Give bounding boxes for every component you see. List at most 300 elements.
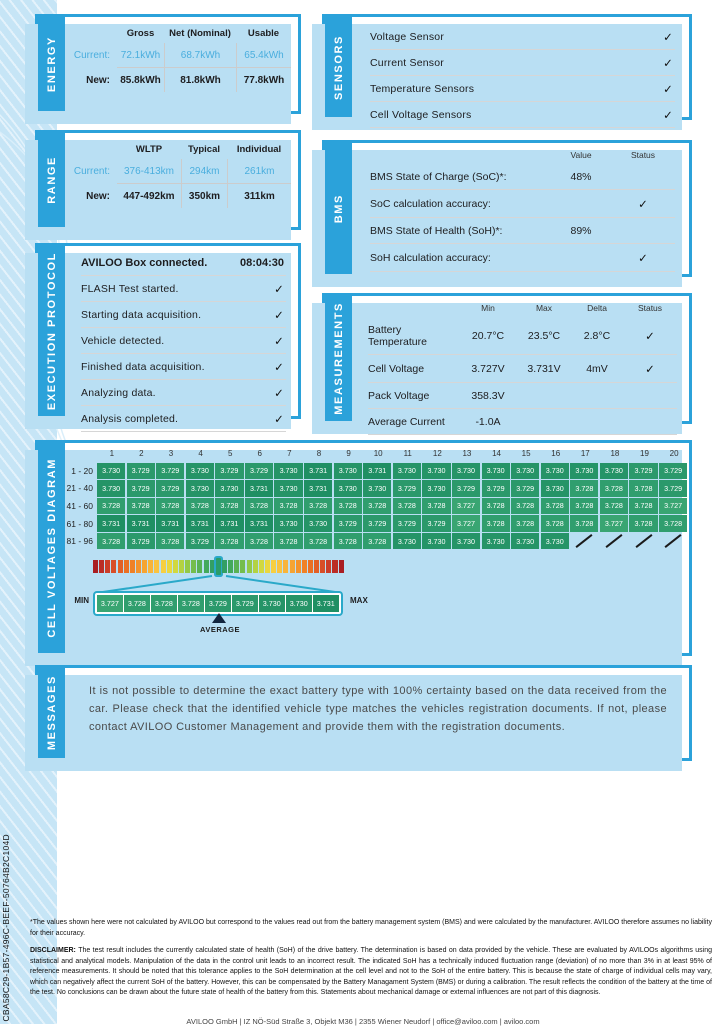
energy-section-label-bar: [38, 17, 65, 111]
voltage-cell: 3.728: [629, 498, 657, 514]
measurement-name: Battery Temperature: [368, 324, 427, 348]
execution-header-text: AVILOO Box connected.: [81, 257, 208, 269]
voltage-cell: 3.728: [215, 533, 243, 549]
measurements-title: MEASUREMENTS: [332, 302, 345, 415]
scale-segment: [253, 560, 258, 573]
scale-segment: [179, 560, 184, 573]
measurement-row: [368, 409, 677, 435]
scale-segment: [118, 560, 123, 573]
scale-segment: [124, 560, 129, 573]
sensor-row: [370, 24, 675, 50]
cell-column-number: 13: [462, 449, 472, 458]
scale-segment: [197, 560, 202, 573]
execution-protocol-title: EXECUTION PROTOCOL: [45, 251, 58, 411]
measurement-min: 3.727V: [471, 363, 505, 375]
legend-voltage-cell: 3.729: [232, 595, 258, 612]
range-section-label-bar: [38, 133, 65, 227]
scale-segment: [265, 560, 270, 573]
measurement-max: 3.731V: [527, 363, 561, 375]
legend-voltage-cell: 3.731: [313, 595, 339, 612]
bms-section-label-bar: [325, 143, 352, 274]
voltage-cell: 3.730: [600, 463, 628, 479]
cell-column-number: 3: [168, 449, 174, 458]
voltage-cell: 3.730: [97, 480, 125, 496]
value-cell: 376-413km: [123, 166, 175, 177]
measurement-name: Cell Voltage: [368, 363, 425, 375]
voltage-cell: 3.731: [215, 515, 243, 531]
cell-column-number: 4: [198, 449, 203, 458]
check-icon: ✓: [663, 110, 673, 122]
scale-segment: [216, 558, 221, 575]
bms-table-header: [370, 147, 675, 164]
range-section: [35, 130, 301, 230]
voltage-cell: 3.731: [245, 515, 273, 531]
measurement-max: 23.5°C: [527, 330, 561, 342]
sensor-name: Cell Voltage Sensors: [370, 109, 472, 121]
voltage-cell: 3.728: [541, 498, 569, 514]
voltage-cell: 3.730: [393, 533, 421, 549]
voltage-cell: 3.729: [215, 463, 243, 479]
execution-step-name: Finished data acquisition.: [81, 361, 205, 373]
voltage-cell: 3.729: [659, 480, 687, 496]
scale-segment: [111, 560, 116, 573]
header-cells: [117, 141, 291, 159]
voltage-cell: 3.730: [334, 463, 362, 479]
voltage-cell: 3.728: [393, 498, 421, 514]
voltage-cell: 3.731: [97, 515, 125, 531]
empty-cell: [629, 533, 657, 549]
voltage-cell: 3.728: [97, 533, 125, 549]
energy-section: [35, 14, 301, 114]
execution-step-row: [81, 354, 286, 380]
voltage-cell: 3.730: [452, 533, 480, 549]
voltage-cell: 3.728: [274, 533, 302, 549]
scale-segment: [93, 560, 98, 573]
cell-grid-row: [65, 480, 689, 498]
voltage-cell: 3.729: [245, 463, 273, 479]
cell-grid-row: [65, 462, 689, 480]
measurements-table-header: [368, 300, 677, 317]
scale-segment: [247, 560, 252, 573]
voltage-cell: 3.730: [422, 480, 450, 496]
check-icon: ✓: [663, 58, 673, 70]
cell-grid-row: [65, 532, 689, 550]
cell-column-number: 16: [551, 449, 561, 458]
sensor-name: Current Sensor: [370, 57, 444, 69]
voltage-cell: 3.730: [363, 480, 391, 496]
cell-row-label: 81 - 96: [66, 536, 93, 547]
column-header: Usable: [247, 28, 280, 39]
table-row: [65, 184, 292, 208]
execution-protocol-section: [35, 243, 301, 426]
voltage-cell: 3.729: [363, 515, 391, 531]
voltage-cell: 3.727: [452, 498, 480, 514]
execution-header-time: 08:04:30: [239, 257, 284, 269]
row-label: Current:: [73, 166, 110, 177]
measurements-section: [322, 293, 692, 428]
table-row: [65, 159, 292, 184]
measurements-column-status: Status: [637, 303, 663, 313]
messages-title: MESSAGES: [45, 675, 58, 751]
voltage-cell: 3.728: [304, 533, 332, 549]
cell-row-label: 21 - 40: [66, 483, 93, 494]
voltage-cell: 3.728: [482, 515, 510, 531]
execution-header-row: [81, 251, 286, 276]
check-icon: ✓: [274, 284, 284, 296]
cell-column-number: 12: [432, 449, 442, 458]
cell-column-number: 14: [492, 449, 501, 458]
bms-row: [370, 190, 675, 218]
voltage-cell: 3.730: [452, 463, 480, 479]
voltage-cell: 3.728: [363, 498, 391, 514]
scale-segment: [302, 560, 307, 573]
legend-voltage-cell: 3.728: [151, 595, 177, 612]
execution-step-row: [81, 276, 286, 302]
disclaimer-paragraph: [30, 946, 712, 999]
bms-row: [370, 218, 675, 244]
voltage-cell: 3.728: [629, 480, 657, 496]
cell-column-number: 6: [257, 449, 262, 458]
scale-segment: [154, 560, 159, 573]
voltage-cell: 3.729: [629, 463, 657, 479]
cell-column-number: 15: [521, 449, 531, 458]
voltage-cell: 3.730: [186, 480, 214, 496]
legend-voltage-cell: 3.730: [259, 595, 285, 612]
scale-segment: [210, 560, 215, 573]
measurements-table: [352, 296, 689, 428]
cell-column-number: 20: [669, 449, 679, 458]
check-icon: ✓: [638, 253, 648, 265]
voltage-cell: 3.730: [541, 463, 569, 479]
cell-column-number: 8: [316, 449, 322, 458]
cell-row-label: 1 - 20: [71, 465, 93, 476]
scale-segment: [259, 560, 264, 573]
voltage-cell: 3.730: [541, 480, 569, 496]
scale-segment: [339, 560, 344, 573]
voltage-cell: 3.731: [245, 480, 273, 496]
sensors-section-label-bar: [325, 17, 352, 117]
voltage-cell: 3.728: [186, 498, 214, 514]
slash-icon: [605, 534, 622, 548]
cell-column-number: 5: [227, 449, 233, 458]
bms-table: [352, 143, 689, 274]
legend-voltage-cell: 3.729: [205, 595, 231, 612]
voltage-cell: 3.730: [274, 480, 302, 496]
voltage-cell: 3.730: [274, 515, 302, 531]
voltage-cell: 3.728: [215, 498, 243, 514]
sensor-name: Voltage Sensor: [370, 31, 445, 43]
disclaimer-text: The test result includes the currently calculated state of health (SoH) of the drive battery. The determination is based on data provided by the vehicle. These are evaluated by AVILOOs algorithms using statistical and analytical models. Manipulation of the data in the control unit leads to an incorrect result. The indicated SoH has a technically induced fluctuation range (deviation) of no more than 3% in at least 95% of reference measurements. It should be noted that this tolerance applies to the SoH determination at the cell level and not to the SoH of the entire battery. This is because the state of charge of individual cells may vary, which can negatively affect the current SoH of the battery. However, this can be compensated by the Battery Managament System (BMS) or during a calibration. The result reflects the condition of the battery at the time of the test. No conclusions can be drawn about the future state of health of the battery from this. Statements about mechanical damage or external influences are not part of this diagnosis.: [30, 947, 712, 996]
cell-voltages-content: [65, 443, 689, 653]
table-header-row: [65, 25, 292, 43]
legend-voltage-cell: 3.730: [286, 595, 312, 612]
cell-voltage-grid: [65, 462, 689, 550]
execution-step-name: Analysis completed.: [81, 413, 179, 425]
sensors-section: [322, 14, 692, 120]
row-label: Current:: [73, 50, 110, 61]
voltage-cell: 3.728: [334, 533, 362, 549]
voltage-cell: 3.728: [245, 498, 273, 514]
legend-voltage-cell: 3.728: [178, 595, 204, 612]
legend-min-label: MIN: [74, 596, 89, 605]
messages-text: It is not possible to determine the exact battery type with 100% certainty based on the data received from the car. Please check that the identified vehicle type matches the vehicles registration documents. If not, please contact AVILOO Customer Management and provide them with the registration documents.: [89, 685, 667, 733]
measurements-column-max: Max: [535, 303, 553, 313]
execution-protocol-list: [65, 246, 298, 426]
voltage-cell: 3.728: [511, 515, 539, 531]
scale-segment: [148, 560, 153, 573]
voltage-cell: 3.730: [511, 463, 539, 479]
voltage-cell: 3.730: [393, 463, 421, 479]
execution-step-row: [81, 406, 286, 432]
voltage-cell: 3.730: [482, 533, 510, 549]
voltage-cell: 3.730: [97, 463, 125, 479]
cell-column-headers: [97, 449, 689, 458]
scale-segment: [290, 560, 295, 573]
cell-column-number: 9: [346, 449, 351, 458]
voltage-cell: 3.728: [127, 498, 155, 514]
messages-label-bar: [38, 668, 65, 758]
sensors-checklist: [352, 17, 689, 122]
voltage-cell: 3.730: [304, 515, 332, 531]
voltage-cell: 3.728: [304, 498, 332, 514]
voltage-cell: 3.731: [363, 463, 391, 479]
measurement-name: Average Current: [368, 416, 445, 428]
voltage-cell: 3.730: [422, 463, 450, 479]
check-icon: ✓: [274, 362, 284, 374]
cell-column-number: 7: [287, 449, 292, 458]
row-values: [117, 68, 291, 92]
scale-segment: [167, 560, 172, 573]
measurements-column-min: Min: [481, 303, 495, 313]
cell-row-label: 41 - 60: [66, 500, 93, 511]
column-header: Typical: [187, 144, 221, 155]
bms-row-name: SoC calculation accuracy:: [370, 198, 491, 210]
voltage-cell: 3.731: [304, 463, 332, 479]
bms-row: [370, 164, 675, 190]
empty-cell: [600, 533, 628, 549]
cell-grid-row: [65, 515, 689, 533]
voltage-cell: 3.727: [600, 515, 628, 531]
measurement-min: 358.3V: [471, 390, 505, 402]
voltage-cell: 3.728: [570, 515, 598, 531]
column-header: WLTP: [135, 144, 163, 155]
cell-column-number: 1: [109, 449, 115, 458]
value-cell: 85.8kWh: [120, 75, 161, 86]
sensor-row: [370, 102, 675, 128]
scale-segment: [234, 560, 239, 573]
voltage-cell: 3.728: [245, 533, 273, 549]
column-header: Gross: [126, 28, 155, 39]
voltage-cell: 3.728: [334, 498, 362, 514]
voltage-cell: 3.730: [541, 533, 569, 549]
value-cell: 77.8kWh: [236, 68, 291, 92]
legend-max-label: MAX: [350, 596, 368, 605]
row-values: [117, 159, 291, 184]
value-cell: 72.1kWh: [120, 50, 161, 61]
voltage-cell: 3.728: [600, 498, 628, 514]
messages-section: [35, 665, 692, 761]
voltage-cell: 3.729: [393, 480, 421, 496]
measurement-min: -1.0A: [475, 416, 501, 428]
voltage-cell: 3.730: [422, 533, 450, 549]
bms-column-status: Status: [630, 150, 656, 160]
voltage-cell: 3.728: [511, 498, 539, 514]
voltage-cell: 3.730: [334, 480, 362, 496]
voltage-cell: 3.728: [482, 498, 510, 514]
voltage-cell: 3.728: [97, 498, 125, 514]
cell-voltages-title: CELL VOLTAGES DIAGRAM: [45, 458, 58, 638]
measurement-name: Pack Voltage: [368, 390, 430, 402]
scale-segment: [326, 560, 331, 573]
scale-segment: [105, 560, 110, 573]
execution-step-name: Analyzing data.: [81, 387, 156, 399]
measurement-delta: 2.8°C: [583, 330, 611, 342]
cell-row-label: 61 - 80: [66, 518, 93, 529]
scale-segment: [332, 560, 337, 573]
value-cell: 350km: [181, 184, 227, 208]
energy-section-title: ENERGY: [45, 35, 58, 93]
execution-step-row: [81, 302, 286, 328]
check-icon: ✓: [663, 32, 673, 44]
scale-segment: [191, 560, 196, 573]
table-row: [65, 43, 292, 68]
scale-segment: [271, 560, 276, 573]
value-cell: 81.8kWh: [164, 68, 236, 92]
voltage-cell: 3.728: [600, 480, 628, 496]
voltage-cell: 3.731: [156, 515, 184, 531]
scale-segment: [142, 560, 147, 573]
table-header-row: [65, 141, 292, 159]
voltage-cell: 3.730: [511, 533, 539, 549]
check-icon: ✓: [274, 310, 284, 322]
voltage-cell: 3.730: [215, 480, 243, 496]
voltage-cell: 3.727: [452, 515, 480, 531]
column-header: Net (Nominal): [169, 28, 231, 39]
voltage-cell: 3.729: [127, 533, 155, 549]
row-values: [117, 184, 291, 208]
bms-values-footnote: *The values shown here were not calculated by AVILOO but correspond to the values read out from the battery management system (BMS) and were calculated by the manufacturer. AVILOO therefore assumes no liability for their accuracy.: [30, 919, 712, 937]
scale-segment: [314, 560, 319, 573]
execution-step-name: Starting data acquisition.: [81, 309, 202, 321]
bms-rows: [370, 164, 675, 272]
bms-row: [370, 244, 675, 272]
check-icon: ✓: [645, 364, 655, 376]
value-cell: 447-492km: [123, 191, 175, 202]
voltage-cell: 3.729: [659, 463, 687, 479]
value-cell: 311km: [227, 184, 291, 208]
execution-rows: [81, 276, 286, 432]
bms-row-value: 89%: [570, 225, 592, 237]
voltage-cell: 3.728: [156, 498, 184, 514]
voltage-cell: 3.729: [127, 463, 155, 479]
scale-segment: [283, 560, 288, 573]
measurement-row: [368, 383, 677, 409]
voltage-cell: 3.729: [393, 515, 421, 531]
measurement-min: 20.7°C: [471, 330, 505, 342]
range-table: [65, 133, 298, 227]
check-icon: ✓: [274, 388, 284, 400]
voltage-cell: 3.728: [659, 515, 687, 531]
voltage-cell: 3.730: [570, 463, 598, 479]
voltage-cell: 3.727: [659, 498, 687, 514]
voltage-cell: 3.728: [570, 480, 598, 496]
voltage-cell: 3.728: [541, 515, 569, 531]
cell-column-number: 10: [373, 449, 383, 458]
sensor-row: [370, 50, 675, 76]
value-cell: 68.7kWh: [164, 43, 236, 67]
slash-icon: [665, 534, 682, 548]
execution-step-name: Vehicle detected.: [81, 335, 165, 347]
voltage-cell: 3.729: [186, 533, 214, 549]
slash-icon: [576, 534, 593, 548]
measurements-column-delta: Delta: [587, 303, 607, 313]
table-row: [65, 68, 292, 92]
voltage-cell: 3.731: [304, 480, 332, 496]
voltage-cell: 3.729: [156, 463, 184, 479]
measurement-row: [368, 355, 677, 383]
average-label: AVERAGE: [199, 625, 241, 634]
measurement-delta: 4mV: [586, 363, 608, 375]
voltage-cell: 3.729: [511, 480, 539, 496]
execution-step-row: [81, 380, 286, 406]
voltage-cell: 3.730: [274, 463, 302, 479]
measurement-row: [368, 317, 677, 355]
voltage-cell: 3.731: [186, 515, 214, 531]
scale-segment: [228, 560, 233, 573]
cell-column-number: 11: [403, 449, 412, 458]
voltage-cell: 3.731: [127, 515, 155, 531]
scale-segment: [161, 560, 166, 573]
bms-row-name: BMS State of Health (SoH)*:: [370, 225, 503, 237]
range-section-title: RANGE: [45, 156, 58, 204]
voltage-cell: 3.729: [422, 515, 450, 531]
voltage-cell: 3.729: [482, 480, 510, 496]
voltage-cell: 3.729: [156, 480, 184, 496]
sensors-section-title: SENSORS: [332, 34, 345, 100]
voltage-color-scale-bar: [93, 560, 345, 573]
voltage-cell: 3.728: [156, 533, 184, 549]
bms-column-value: Value: [570, 150, 592, 160]
scale-segment: [277, 560, 282, 573]
voltage-cell: 3.728: [274, 498, 302, 514]
scale-segment: [173, 560, 178, 573]
bms-section-title: BMS: [332, 193, 345, 224]
average-marker-triangle-icon: [212, 613, 226, 623]
header-cells: [117, 25, 291, 43]
energy-table: [65, 17, 298, 111]
sensor-row: [370, 76, 675, 102]
scale-segment: [296, 560, 301, 573]
value-cell: 261km: [227, 159, 291, 183]
disclaimer-label: DISCLAIMER:: [30, 947, 76, 954]
bms-row-name: SoH calculation accuracy:: [370, 252, 491, 264]
check-icon: ✓: [645, 331, 655, 343]
execution-step-row: [81, 328, 286, 354]
value-cell: 294km: [181, 159, 227, 183]
bms-row-value: 48%: [570, 171, 592, 183]
report-id-vertical: CBA58C29-1B57-496C-BEEF-50764B2C104D: [1, 834, 11, 1022]
cell-column-number: 17: [580, 449, 590, 458]
cell-column-number: 2: [139, 449, 144, 458]
value-cell: 65.4kWh: [236, 43, 291, 67]
empty-cell: [570, 533, 598, 549]
check-icon: ✓: [274, 414, 284, 426]
cell-voltages-label-bar: [38, 443, 65, 653]
legend-voltage-cell: 3.727: [97, 595, 123, 612]
company-footer-line: AVILOO GmbH | IZ NÖ-Süd Straße 3, Objekt M36 | 2355 Wiener Neudorf | office@aviloo.com | aviloo.com: [186, 1017, 540, 1026]
scale-segment: [222, 560, 227, 573]
cell-voltages-diagram-section: [35, 440, 692, 656]
